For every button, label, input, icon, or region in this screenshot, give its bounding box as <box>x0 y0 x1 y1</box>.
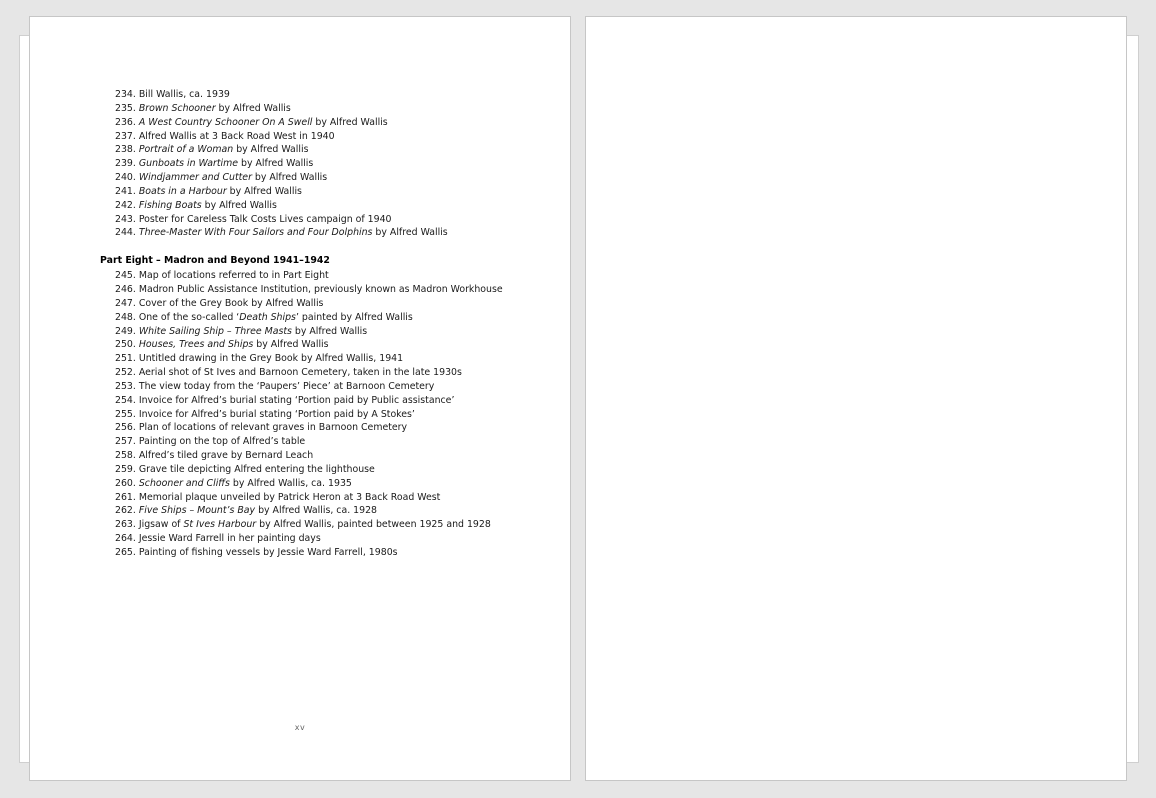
list-item <box>100 491 560 505</box>
document-page-right <box>585 16 1127 781</box>
list-item <box>100 226 560 240</box>
list-item <box>100 185 560 199</box>
italic-title: Brown Schooner <box>138 102 216 114</box>
list-item <box>100 546 560 560</box>
text-segment: by Alfred Wallis <box>201 199 277 211</box>
list-item <box>100 504 560 518</box>
list-item <box>100 352 560 366</box>
italic-title: Schooner and Cliffs <box>138 477 230 489</box>
list-item <box>100 116 560 130</box>
text-segment: by Alfred Wallis, ca. 1928 <box>255 505 378 517</box>
text-segment: 244. <box>115 227 139 239</box>
list-item <box>100 338 560 352</box>
section-heading: Part Eight – Madron and Beyond 1941–1942 <box>100 255 330 267</box>
list-item <box>100 380 560 394</box>
text-segment: 261. Memorial plaque unveiled by Patrick Heron at 3 Back Road West <box>115 491 441 503</box>
text-segment: 258. Alfred’s tiled grave by Bernard Leach <box>115 450 314 462</box>
text-segment: 254. Invoice for Alfred’s burial stating ‘Portion paid by Public assistance’ <box>115 394 455 406</box>
list-item <box>100 269 560 283</box>
text-segment: 248. One of the so-called ‘ <box>115 311 240 323</box>
text-segment: 240. <box>115 172 139 184</box>
list-item <box>100 199 560 213</box>
text-segment: 242. <box>115 199 139 211</box>
text-segment: 234. Bill Wallis, ca. 1939 <box>115 89 230 100</box>
list-item <box>100 477 560 491</box>
page-stack-right <box>1125 35 1139 763</box>
italic-title: Death Ships <box>239 311 296 323</box>
list-item <box>100 421 560 435</box>
italic-title: Portrait of a Woman <box>138 144 234 156</box>
text-segment: by Alfred Wallis <box>251 172 328 184</box>
text-segment: by Alfred Wallis, ca. 1935 <box>229 477 352 489</box>
list-item <box>100 213 560 227</box>
text-segment: by Alfred Wallis <box>312 116 388 128</box>
text-segment: ’ painted by Alfred Wallis <box>295 311 413 323</box>
list-item <box>100 130 560 144</box>
italic-title: A West Country Schooner On A Swell <box>138 116 313 128</box>
page-number: xv <box>294 723 306 732</box>
text-segment: 250. <box>115 339 139 351</box>
list-item <box>100 311 560 325</box>
text-segment: 249. <box>115 325 139 337</box>
italic-title: Windjammer and Cutter <box>138 172 252 184</box>
list-item <box>100 463 560 477</box>
italic-title: Fishing Boats <box>138 199 202 211</box>
list-item <box>100 88 560 102</box>
italic-title: Houses, Trees and Ships <box>138 339 254 351</box>
list-item <box>100 102 560 116</box>
text-segment: 260. <box>115 477 139 489</box>
text-segment: 243. Poster for Careless Talk Costs Lives campaign of 1940 <box>115 213 392 225</box>
text-segment: by Alfred Wallis <box>215 102 291 114</box>
text-segment: by Alfred Wallis <box>233 144 309 156</box>
text-segment: 265. Painting of fishing vessels by Jessie Ward Farrell, 1980s <box>115 547 398 558</box>
list-item <box>100 283 560 297</box>
list-item <box>100 532 560 546</box>
text-segment: 241. <box>115 185 139 197</box>
italic-title: Gunboats in Wartime <box>138 158 239 170</box>
list-item <box>100 449 560 463</box>
italic-title: Five Ships – Mount’s Bay <box>138 505 256 517</box>
text-segment: 237. Alfred Wallis at 3 Back Road West in 1940 <box>115 130 335 142</box>
list-item <box>100 394 560 408</box>
text-segment: by Alfred Wallis <box>372 227 448 239</box>
list-item <box>100 297 560 311</box>
text-segment: 255. Invoice for Alfred’s burial stating ‘Portion paid by A Stokes’ <box>115 408 415 420</box>
list-item <box>100 435 560 449</box>
list-item <box>100 171 560 185</box>
illustration-list <box>100 88 560 240</box>
italic-title: Three-Master With Four Sailors and Four Dolphins <box>138 227 373 239</box>
illustration-list <box>100 269 560 560</box>
text-segment: 263. Jigsaw of <box>115 519 184 531</box>
list-item <box>100 366 560 380</box>
italic-title: Boats in a Harbour <box>138 185 227 197</box>
list-item <box>100 325 560 339</box>
text-segment: by Alfred Wallis, painted between 1925 and 1928 <box>256 519 491 531</box>
text-segment: 238. <box>115 144 139 156</box>
document-page-left <box>29 16 571 781</box>
list-of-illustrations <box>100 88 560 560</box>
text-segment: 262. <box>115 505 139 517</box>
text-segment: 235. <box>115 102 139 114</box>
text-segment: 236. <box>115 116 139 128</box>
italic-title: St Ives Harbour <box>183 519 257 531</box>
text-segment: by Alfred Wallis <box>238 158 314 170</box>
text-segment: 246. Madron Public Assistance Institution, previously known as Madron Workhouse <box>115 283 503 295</box>
text-segment: 239. <box>115 158 139 170</box>
list-item <box>100 518 560 532</box>
text-segment: 245. Map of locations referred to in Part Eight <box>115 270 329 282</box>
italic-title: White Sailing Ship – Three Masts <box>138 325 292 337</box>
text-segment: 247. Cover of the Grey Book by Alfred Wallis <box>115 297 324 309</box>
list-item <box>100 157 560 171</box>
text-segment: 256. Plan of locations of relevant graves in Barnoon Cemetery <box>115 422 408 434</box>
text-segment: 253. The view today from the ‘Paupers’ Piece’ at Barnoon Cemetery <box>115 380 435 392</box>
text-segment: by Alfred Wallis <box>253 339 329 351</box>
text-segment: by Alfred Wallis <box>226 185 302 197</box>
text-segment: 252. Aerial shot of St Ives and Barnoon Cemetery, taken in the late 1930s <box>115 367 462 379</box>
text-segment: by Alfred Wallis <box>291 325 368 337</box>
text-segment: 259. Grave tile depicting Alfred entering the lighthouse <box>115 463 375 475</box>
text-segment: 264. Jessie Ward Farrell in her painting days <box>115 533 321 545</box>
text-segment: 257. Painting on the top of Alfred’s table <box>115 436 306 448</box>
list-item <box>100 408 560 422</box>
text-segment: 251. Untitled drawing in the Grey Book by Alfred Wallis, 1941 <box>115 353 404 365</box>
list-item <box>100 143 560 157</box>
